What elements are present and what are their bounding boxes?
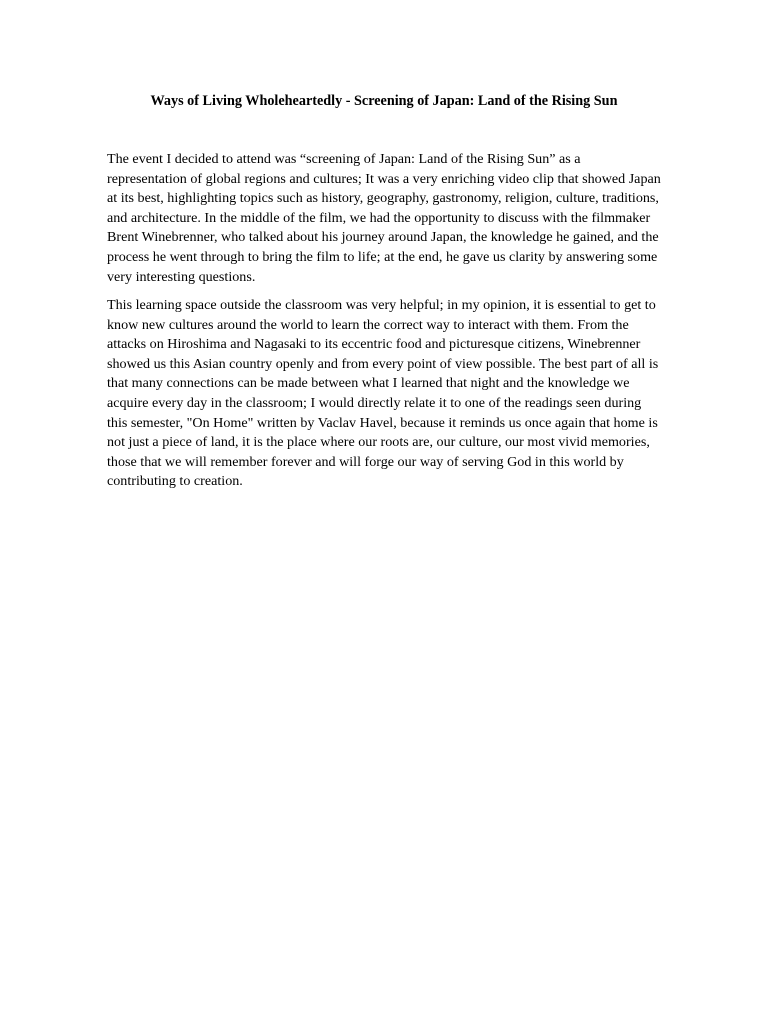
body-paragraph-1: The event I decided to attend was “screening of Japan: Land of the Rising Sun” as a representation of global regions and cultures; It was a very enriching video clip that showed Japan at its best, highlighting topics such as history, geography, gastronomy, religion, culture, traditions, and architecture. In the middle of the film, we had the opportunity to discuss with the filmmaker Brent Winebrenner, who talked about his journey around Japan, the knowledge he gained, and the process he went through to bring the film to life; at the end, he gave us clarity by answering some very interesting questions.: [107, 151, 661, 285]
document-title: Ways of Living Wholeheartedly - Screening of Japan: Land of the Rising Sun: [150, 93, 618, 109]
body-paragraph-2: This learning space outside the classroom was very helpful; in my opinion, it is essential to get to know new cultures around the world to learn the correct way to interact with them. From the attacks on Hiroshima and Nagasaki to its eccentric food and picturesque citizens, Winebrenner showed us this Asian country openly and from every point of view possible. The best part of all is that many connections can be made between what I learned that night and the knowledge we acquire every day in the classroom; I would directly relate it to one of the readings seen during this semester, "On Home" written by Vaclav Havel, because it reminds us once again that home is not just a piece of land, it is the place where our roots are, our culture, our most vivid memories, those that we will remember forever and will forge our way of serving God in this world by contributing to creation.: [107, 297, 659, 490]
